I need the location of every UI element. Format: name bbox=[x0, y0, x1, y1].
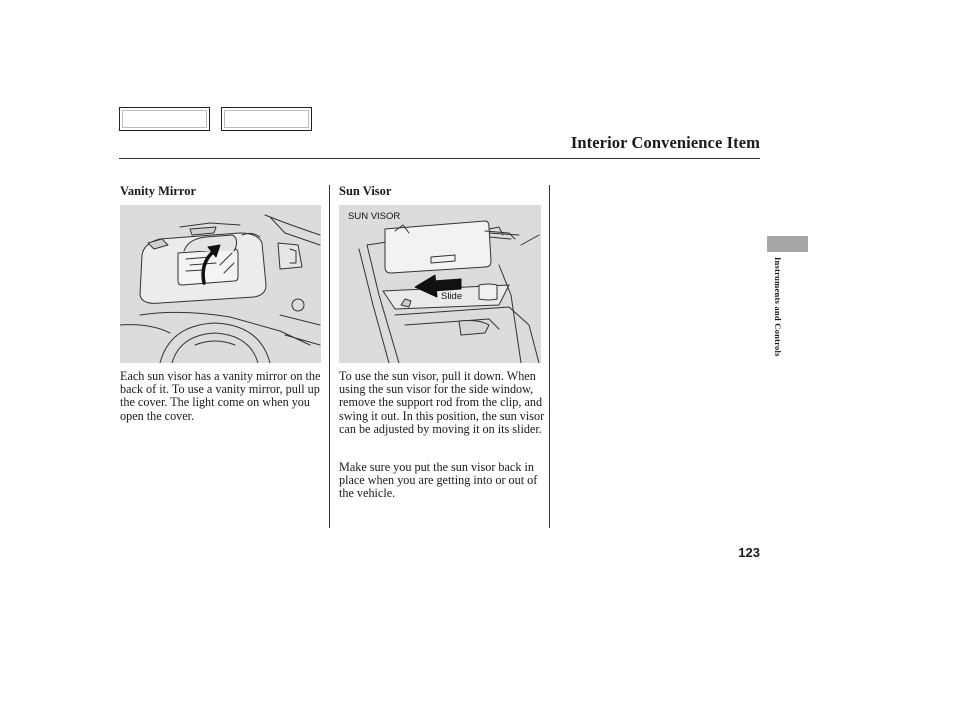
vanity-mirror-heading: Vanity Mirror bbox=[120, 184, 197, 198]
section-tab bbox=[767, 236, 808, 252]
column-divider-left bbox=[329, 185, 330, 528]
title-divider bbox=[119, 158, 760, 159]
nav-button-previous[interactable] bbox=[119, 107, 210, 131]
vanity-mirror-illustration bbox=[120, 205, 321, 363]
page-number: 123 bbox=[738, 545, 760, 560]
sun-visor-description: To use the sun visor, pull it down. When using the sun visor for the side window, remove the support rod from the clip, and swing it out. In this position, the sun visor can be adjusted by moving it on its slider. bbox=[339, 369, 545, 436]
sun-visor-illustration bbox=[339, 205, 541, 363]
sun-visor-callout: SUN VISOR bbox=[348, 211, 401, 222]
section-tab-label: Instruments and Controls bbox=[773, 257, 783, 357]
page-title: Interior Convenience Item bbox=[570, 133, 760, 152]
vanity-mirror-description: Each sun visor has a vanity mirror on the back of it. To use a vanity mirror, pull up the cover. The light come on when you open the cover. bbox=[120, 369, 321, 423]
column-divider-right bbox=[549, 185, 550, 528]
nav-button-next[interactable] bbox=[221, 107, 312, 131]
slide-callout: Slide bbox=[441, 291, 463, 302]
sun-visor-heading: Sun Visor bbox=[339, 184, 392, 198]
sun-visor-safety-note: Make sure you put the sun visor back in place when you are getting into or out of the vehicle. bbox=[339, 460, 538, 501]
